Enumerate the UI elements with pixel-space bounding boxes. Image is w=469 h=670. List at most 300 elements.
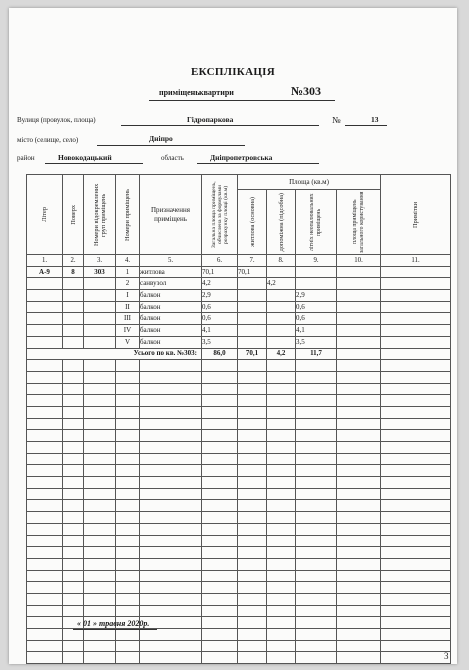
empty-cell bbox=[63, 418, 84, 430]
empty-cell bbox=[381, 593, 451, 605]
empty-cell bbox=[63, 570, 84, 582]
empty-cell bbox=[267, 535, 296, 547]
cell-floor bbox=[63, 301, 84, 313]
table-row bbox=[27, 313, 451, 325]
empty-cell bbox=[337, 523, 381, 535]
empty-cell bbox=[337, 418, 381, 430]
empty-cell bbox=[202, 535, 238, 547]
region-label: область bbox=[161, 154, 184, 162]
empty-row bbox=[27, 465, 451, 477]
empty-cell bbox=[202, 640, 238, 652]
header-living: житлова (основна) bbox=[238, 190, 267, 255]
empty-cell bbox=[140, 500, 202, 512]
empty-cell bbox=[140, 477, 202, 489]
empty-row bbox=[27, 629, 451, 641]
empty-cell bbox=[27, 652, 63, 664]
street-underline bbox=[121, 125, 319, 126]
empty-cell bbox=[27, 500, 63, 512]
empty-row bbox=[27, 640, 451, 652]
table-row bbox=[27, 266, 451, 278]
empty-cell bbox=[63, 395, 84, 407]
empty-cell bbox=[27, 360, 63, 372]
empty-cell bbox=[337, 442, 381, 454]
cell-living: 70,1 bbox=[238, 266, 267, 278]
empty-row bbox=[27, 652, 451, 664]
table-row bbox=[27, 325, 451, 337]
empty-cell bbox=[84, 418, 116, 430]
empty-cell bbox=[27, 371, 63, 383]
col-num: 3. bbox=[84, 255, 116, 267]
empty-cell bbox=[27, 570, 63, 582]
col-num: 7. bbox=[238, 255, 267, 267]
cell-purpose: житлова bbox=[140, 266, 202, 278]
empty-cell bbox=[238, 488, 267, 500]
empty-cell bbox=[296, 558, 337, 570]
empty-cell bbox=[337, 558, 381, 570]
region-value: Дніпропетровська bbox=[210, 153, 273, 162]
empty-cell bbox=[63, 547, 84, 559]
empty-cell bbox=[296, 629, 337, 641]
cell-aux bbox=[267, 325, 296, 337]
empty-cell bbox=[27, 640, 63, 652]
empty-cell bbox=[267, 617, 296, 629]
empty-cell bbox=[202, 523, 238, 535]
cell-summer bbox=[296, 278, 337, 290]
empty-cell bbox=[63, 512, 84, 524]
empty-cell bbox=[202, 652, 238, 664]
empty-cell bbox=[63, 640, 84, 652]
empty-cell bbox=[296, 547, 337, 559]
empty-cell bbox=[381, 640, 451, 652]
col-num: 11. bbox=[381, 255, 451, 267]
empty-row bbox=[27, 593, 451, 605]
empty-cell bbox=[381, 383, 451, 395]
empty-cell bbox=[381, 418, 451, 430]
empty-cell bbox=[116, 512, 140, 524]
cell-total: 0,6 bbox=[202, 313, 238, 325]
district-value: Новокодацький bbox=[58, 153, 112, 162]
empty-cell bbox=[140, 465, 202, 477]
empty-cell bbox=[63, 500, 84, 512]
empty-cell bbox=[337, 512, 381, 524]
empty-cell bbox=[238, 383, 267, 395]
empty-cell bbox=[84, 430, 116, 442]
header-common: площа приміщень загального користування bbox=[337, 190, 381, 255]
cell-purpose: санвузол bbox=[140, 278, 202, 290]
empty-cell bbox=[267, 558, 296, 570]
empty-cell bbox=[140, 442, 202, 454]
cell-group: 303 bbox=[84, 266, 116, 278]
subtitle-underline bbox=[149, 100, 335, 101]
empty-cell bbox=[381, 629, 451, 641]
empty-cell bbox=[337, 547, 381, 559]
cell-liter bbox=[27, 336, 63, 348]
cell-living bbox=[238, 325, 267, 337]
empty-cell bbox=[140, 406, 202, 418]
header-area-group: Площа (кв.м) bbox=[238, 175, 381, 190]
empty-cell bbox=[116, 629, 140, 641]
empty-cell bbox=[337, 605, 381, 617]
empty-cell bbox=[84, 593, 116, 605]
cell-group bbox=[84, 278, 116, 290]
cell-floor bbox=[63, 313, 84, 325]
col-num: 5. bbox=[140, 255, 202, 267]
empty-cell bbox=[202, 500, 238, 512]
empty-cell bbox=[238, 500, 267, 512]
cell-common bbox=[337, 313, 381, 325]
empty-cell bbox=[116, 523, 140, 535]
cell-living bbox=[238, 336, 267, 348]
cell-aux bbox=[267, 336, 296, 348]
header-total-area: Загальна площа приміщень, обчислена за формулами розрахунку площі (кв.м) bbox=[202, 175, 238, 255]
empty-cell bbox=[296, 523, 337, 535]
empty-cell bbox=[84, 570, 116, 582]
cell-note bbox=[381, 313, 451, 325]
header-rooms: Номери приміщень bbox=[116, 175, 140, 255]
empty-row bbox=[27, 535, 451, 547]
empty-cell bbox=[381, 488, 451, 500]
empty-cell bbox=[84, 582, 116, 594]
empty-cell bbox=[27, 383, 63, 395]
empty-cell bbox=[296, 605, 337, 617]
empty-cell bbox=[202, 582, 238, 594]
empty-cell bbox=[238, 640, 267, 652]
empty-cell bbox=[296, 360, 337, 372]
empty-cell bbox=[202, 442, 238, 454]
empty-cell bbox=[27, 477, 63, 489]
cell-common bbox=[337, 336, 381, 348]
empty-cell bbox=[116, 465, 140, 477]
empty-cell bbox=[116, 582, 140, 594]
house-number-label: № bbox=[332, 115, 341, 125]
district-label: район bbox=[17, 154, 35, 162]
cell-aux bbox=[267, 290, 296, 302]
empty-cell bbox=[116, 640, 140, 652]
cell-living bbox=[238, 313, 267, 325]
empty-cell bbox=[202, 617, 238, 629]
empty-cell bbox=[84, 395, 116, 407]
empty-row bbox=[27, 582, 451, 594]
empty-cell bbox=[267, 360, 296, 372]
empty-cell bbox=[267, 605, 296, 617]
empty-cell bbox=[84, 535, 116, 547]
empty-cell bbox=[84, 629, 116, 641]
empty-cell bbox=[267, 570, 296, 582]
empty-cell bbox=[238, 652, 267, 664]
empty-cell bbox=[238, 558, 267, 570]
cell-total: 0,6 bbox=[202, 301, 238, 313]
cell-total: 3,5 bbox=[202, 336, 238, 348]
empty-cell bbox=[238, 406, 267, 418]
totals-note bbox=[381, 348, 451, 360]
cell-common bbox=[337, 290, 381, 302]
empty-row bbox=[27, 605, 451, 617]
empty-cell bbox=[238, 418, 267, 430]
empty-row bbox=[27, 477, 451, 489]
empty-cell bbox=[296, 430, 337, 442]
empty-cell bbox=[27, 547, 63, 559]
empty-cell bbox=[381, 442, 451, 454]
empty-cell bbox=[116, 395, 140, 407]
empty-cell bbox=[381, 430, 451, 442]
cell-room: V bbox=[116, 336, 140, 348]
totals-summer: 11,7 bbox=[296, 348, 337, 360]
empty-cell bbox=[63, 558, 84, 570]
empty-cell bbox=[202, 570, 238, 582]
empty-cell bbox=[238, 523, 267, 535]
empty-cell bbox=[381, 558, 451, 570]
empty-row bbox=[27, 570, 451, 582]
empty-cell bbox=[202, 371, 238, 383]
empty-cell bbox=[238, 360, 267, 372]
date-underline bbox=[73, 629, 157, 630]
cell-floor bbox=[63, 325, 84, 337]
empty-cell bbox=[116, 488, 140, 500]
col-num: 4. bbox=[116, 255, 140, 267]
cell-liter bbox=[27, 313, 63, 325]
col-num: 8. bbox=[267, 255, 296, 267]
empty-cell bbox=[84, 652, 116, 664]
empty-cell bbox=[296, 453, 337, 465]
empty-cell bbox=[140, 547, 202, 559]
empty-cell bbox=[84, 512, 116, 524]
empty-cell bbox=[381, 453, 451, 465]
empty-cell bbox=[238, 535, 267, 547]
empty-cell bbox=[63, 605, 84, 617]
empty-cell bbox=[63, 593, 84, 605]
empty-cell bbox=[140, 453, 202, 465]
table-row bbox=[27, 301, 451, 313]
empty-cell bbox=[116, 605, 140, 617]
header-purpose: Призначення приміщень bbox=[140, 175, 202, 255]
empty-cell bbox=[267, 629, 296, 641]
street-label: Вулиця (провулок, площа) bbox=[17, 116, 96, 124]
cell-total: 4,1 bbox=[202, 325, 238, 337]
empty-cell bbox=[140, 360, 202, 372]
empty-cell bbox=[267, 582, 296, 594]
empty-cell bbox=[296, 582, 337, 594]
cell-note bbox=[381, 325, 451, 337]
empty-cell bbox=[202, 360, 238, 372]
empty-row bbox=[27, 512, 451, 524]
empty-cell bbox=[84, 371, 116, 383]
empty-cell bbox=[202, 605, 238, 617]
empty-cell bbox=[267, 500, 296, 512]
empty-cell bbox=[63, 442, 84, 454]
cell-room: ІІ bbox=[116, 301, 140, 313]
cell-group bbox=[84, 325, 116, 337]
empty-cell bbox=[381, 512, 451, 524]
empty-cell bbox=[27, 593, 63, 605]
empty-cell bbox=[84, 383, 116, 395]
empty-cell bbox=[381, 406, 451, 418]
empty-cell bbox=[238, 430, 267, 442]
empty-cell bbox=[337, 453, 381, 465]
empty-cell bbox=[337, 629, 381, 641]
empty-cell bbox=[238, 617, 267, 629]
empty-cell bbox=[84, 477, 116, 489]
cell-liter bbox=[27, 325, 63, 337]
empty-cell bbox=[27, 512, 63, 524]
empty-cell bbox=[296, 488, 337, 500]
empty-cell bbox=[238, 547, 267, 559]
cell-room: 1 bbox=[116, 266, 140, 278]
empty-cell bbox=[140, 383, 202, 395]
empty-cell bbox=[296, 617, 337, 629]
empty-cell bbox=[267, 442, 296, 454]
cell-liter bbox=[27, 290, 63, 302]
empty-cell bbox=[84, 547, 116, 559]
empty-cell bbox=[238, 371, 267, 383]
empty-cell bbox=[116, 500, 140, 512]
empty-cell bbox=[381, 582, 451, 594]
header-notes: Примітки bbox=[381, 175, 451, 255]
cell-group bbox=[84, 290, 116, 302]
cell-room: ІІІ bbox=[116, 313, 140, 325]
empty-cell bbox=[27, 523, 63, 535]
cell-total: 70,1 bbox=[202, 266, 238, 278]
cell-summer: 0,6 bbox=[296, 301, 337, 313]
cell-note bbox=[381, 290, 451, 302]
empty-cell bbox=[84, 640, 116, 652]
empty-cell bbox=[140, 418, 202, 430]
empty-cell bbox=[84, 605, 116, 617]
cell-note bbox=[381, 266, 451, 278]
empty-cell bbox=[63, 488, 84, 500]
empty-cell bbox=[267, 430, 296, 442]
empty-cell bbox=[202, 629, 238, 641]
empty-cell bbox=[27, 629, 63, 641]
empty-cell bbox=[202, 383, 238, 395]
empty-cell bbox=[27, 395, 63, 407]
empty-cell bbox=[296, 465, 337, 477]
empty-cell bbox=[84, 453, 116, 465]
totals-total: 86,0 bbox=[202, 348, 238, 360]
empty-cell bbox=[27, 442, 63, 454]
empty-cell bbox=[238, 629, 267, 641]
cell-room: IV bbox=[116, 325, 140, 337]
empty-cell bbox=[27, 558, 63, 570]
empty-cell bbox=[381, 605, 451, 617]
empty-cell bbox=[27, 418, 63, 430]
empty-cell bbox=[84, 465, 116, 477]
empty-cell bbox=[140, 371, 202, 383]
explication-table bbox=[26, 174, 451, 664]
empty-cell bbox=[337, 570, 381, 582]
empty-cell bbox=[381, 523, 451, 535]
empty-cell bbox=[140, 582, 202, 594]
empty-cell bbox=[140, 640, 202, 652]
empty-cell bbox=[140, 629, 202, 641]
empty-cell bbox=[140, 430, 202, 442]
empty-cell bbox=[337, 500, 381, 512]
cell-note bbox=[381, 336, 451, 348]
table-row bbox=[27, 336, 451, 348]
col-num: 1. bbox=[27, 255, 63, 267]
empty-row bbox=[27, 406, 451, 418]
table-row bbox=[27, 290, 451, 302]
empty-cell bbox=[116, 406, 140, 418]
empty-cell bbox=[202, 395, 238, 407]
cell-group bbox=[84, 313, 116, 325]
empty-cell bbox=[296, 652, 337, 664]
empty-cell bbox=[116, 430, 140, 442]
empty-cell bbox=[84, 406, 116, 418]
empty-cell bbox=[140, 512, 202, 524]
cell-group bbox=[84, 301, 116, 313]
empty-cell bbox=[296, 640, 337, 652]
totals-aux: 4,2 bbox=[267, 348, 296, 360]
empty-cell bbox=[27, 465, 63, 477]
empty-cell bbox=[296, 477, 337, 489]
empty-cell bbox=[63, 535, 84, 547]
empty-cell bbox=[84, 442, 116, 454]
district-underline bbox=[45, 163, 143, 164]
empty-cell bbox=[202, 406, 238, 418]
empty-cell bbox=[238, 442, 267, 454]
cell-summer: 4,1 bbox=[296, 325, 337, 337]
empty-cell bbox=[337, 360, 381, 372]
cell-floor: 8 bbox=[63, 266, 84, 278]
empty-cell bbox=[267, 395, 296, 407]
empty-cell bbox=[381, 500, 451, 512]
empty-cell bbox=[116, 547, 140, 559]
cell-liter bbox=[27, 278, 63, 290]
empty-cell bbox=[337, 383, 381, 395]
empty-cell bbox=[238, 593, 267, 605]
empty-cell bbox=[381, 617, 451, 629]
empty-cell bbox=[238, 453, 267, 465]
cell-note bbox=[381, 301, 451, 313]
empty-cell bbox=[296, 418, 337, 430]
cell-common bbox=[337, 301, 381, 313]
empty-cell bbox=[267, 406, 296, 418]
empty-cell bbox=[140, 558, 202, 570]
cell-summer: 3,5 bbox=[296, 336, 337, 348]
empty-cell bbox=[296, 383, 337, 395]
empty-cell bbox=[267, 593, 296, 605]
empty-row bbox=[27, 371, 451, 383]
cell-room: 2 bbox=[116, 278, 140, 290]
empty-cell bbox=[267, 640, 296, 652]
empty-cell bbox=[238, 477, 267, 489]
empty-cell bbox=[267, 488, 296, 500]
empty-cell bbox=[140, 535, 202, 547]
empty-cell bbox=[116, 652, 140, 664]
house-number-underline bbox=[345, 125, 387, 126]
empty-cell bbox=[116, 360, 140, 372]
empty-cell bbox=[140, 605, 202, 617]
cell-aux bbox=[267, 266, 296, 278]
empty-cell bbox=[140, 488, 202, 500]
empty-cell bbox=[381, 477, 451, 489]
empty-cell bbox=[296, 500, 337, 512]
totals-common bbox=[337, 348, 381, 360]
empty-cell bbox=[116, 418, 140, 430]
empty-cell bbox=[63, 406, 84, 418]
empty-cell bbox=[267, 371, 296, 383]
empty-cell bbox=[202, 558, 238, 570]
empty-cell bbox=[267, 652, 296, 664]
cell-common bbox=[337, 266, 381, 278]
empty-cell bbox=[202, 477, 238, 489]
street-value: Гідропаркова bbox=[187, 115, 234, 124]
empty-cell bbox=[116, 593, 140, 605]
empty-cell bbox=[202, 453, 238, 465]
empty-cell bbox=[267, 465, 296, 477]
cell-liter bbox=[27, 301, 63, 313]
empty-cell bbox=[63, 360, 84, 372]
